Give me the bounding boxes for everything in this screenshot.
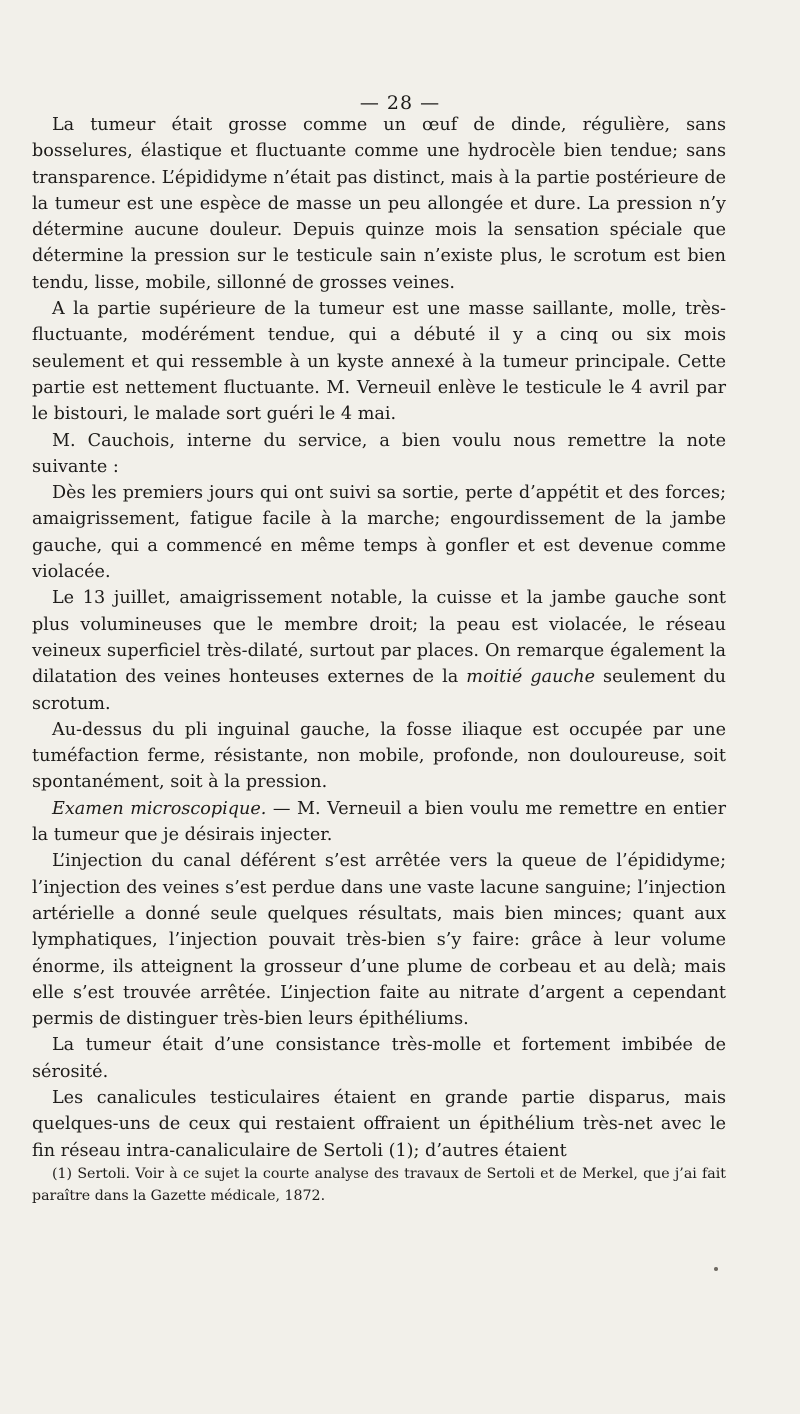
paragraph-iliac-fossa: Au-dessus du pli inguinal gauche, la fosse iliaque est occupée par une tuméfaction ferme, résistante, non mobile, profonde, non douloureuse, soit spontanément, soit à la pression. bbox=[32, 719, 726, 793]
footnote-text: (1) Sertoli. Voir à ce sujet la courte analyse des travaux de Sertoli et de Merkel, que j’ai fait paraître dans la Gazette médicale, 1872. bbox=[32, 1166, 726, 1204]
paragraph-tumor-description: La tumeur était grosse comme un œuf de dinde, régulière, sans bosselures, élastique et fluctuante comme une hydrocèle bien tendue; sans transparence. L’épididyme n’était pas distinct, mais à la partie postérieure de la tumeur est une espèce de masse un peu allongée et dure. La pression n’y détermine aucune douleur. Depuis quinze mois la sensation spéciale que détermine la pression sur le testicule sain n’existe plus, le scrotum est bien tendu, lisse, mobile, sillonné de grosses veines. bbox=[32, 115, 726, 293]
body-text bbox=[32, 112, 726, 1164]
ink-speck bbox=[714, 1267, 718, 1271]
paragraph-july-13 bbox=[32, 585, 726, 716]
footnote bbox=[32, 1163, 726, 1207]
paragraph-microscopic-exam bbox=[32, 796, 726, 849]
paragraph-cauchois-note: M. Cauchois, interne du service, a bien voulu nous remettre la note suivante : bbox=[32, 430, 726, 477]
july-13-text-after: seulement du scrotum. bbox=[32, 667, 726, 714]
july-13-text-before: Le 13 juillet, amaigrissement notable, la cuisse et la jambe gauche sont plus volumineuses que le membre droit; la peau est violacée, le réseau veineux superficiel très-dilaté, surtout par places. On remarque également la dilatation des veines honteuses externes de la bbox=[32, 588, 726, 688]
paragraph-upper-mass: A la partie supérieure de la tumeur est une masse saillante, molle, très-fluctuante, modérément tendue, qui a débuté il y a cinq ou six mois seulement et qui ressemble à un kyste annexé à la tumeur principale. Cette partie est nettement fluctuante. M. Verneuil enlève le testicule le 4 avril par le bistouri, le malade sort guéri le 4 mai. bbox=[32, 299, 726, 425]
paragraph-injection: L’injection du canal déférent s’est arrêtée vers la queue de l’épididyme; l’injection des veines s’est perdue dans une vaste lacune sanguine; l’injection artérielle a donné seule quelques résultats, mais bien minces; quant aux lymphatiques, l’injection pouvait très-bien s’y faire: grâce à leur volume énorme, ils atteignent la grosseur d’une plume de corbeau et au delà; mais elle s’est trouvée arrêtée. L’injection faite au nitrate d’argent a cependant permis de distinguer très-bien leurs épithéliums. bbox=[32, 851, 726, 1030]
paragraph-first-days: Dès les premiers jours qui ont suivi sa sortie, perte d’appétit et des forces; amaigrissement, fatigue facile à la marche; engourdissement de la jambe gauche, qui a commencé en même temps à gonfler et est devenue comme violacée. bbox=[32, 483, 726, 583]
microscopic-exam-heading: Examen microscopique. bbox=[52, 798, 267, 819]
microscopic-exam-text: — M. Verneuil a bien voulu me remettre en entier la tumeur que je désirais injecter. bbox=[32, 798, 726, 846]
july-13-emphasis: moitié gauche bbox=[466, 667, 595, 688]
page-number: — 28 — bbox=[359, 92, 441, 114]
paragraph-consistency: La tumeur était d’une consistance très-molle et fortement imbibée de sérosité. bbox=[32, 1035, 726, 1082]
paragraph-canalicules: Les canalicules testiculaires étaient en grande partie disparus, mais quelques-uns de ceux qui restaient offraient un épithélium très-net avec le fin réseau intra-canaliculaire de Sertoli (1); d’autres étaient bbox=[32, 1087, 726, 1161]
